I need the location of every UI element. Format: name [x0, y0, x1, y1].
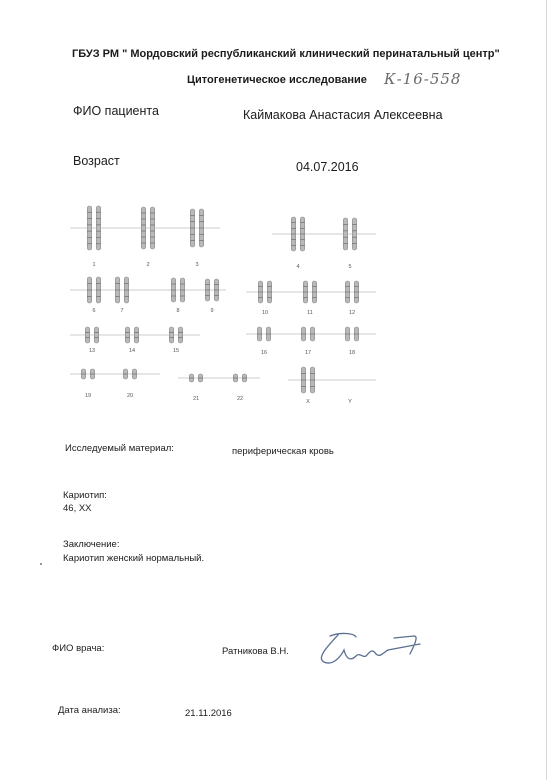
chromosome-label: 9 — [210, 308, 214, 314]
chromosome-label: 12 — [348, 310, 356, 316]
chromosome — [169, 327, 173, 343]
chromosome-pair-16 — [257, 327, 270, 356]
chromosome-pair-20 — [123, 369, 136, 399]
chromosome-label: 20 — [126, 393, 134, 399]
chromosome-label: X — [306, 399, 310, 405]
age-label: Возраст — [73, 154, 120, 168]
chromosome — [94, 327, 98, 343]
chromosome-label: 16 — [260, 350, 268, 356]
material-label: Исследуемый материал: — [65, 443, 174, 454]
chromosome — [134, 327, 138, 343]
chromosome-label: 4 — [296, 264, 300, 270]
doctor-label: ФИО врача: — [52, 643, 105, 654]
chromosome-label: 18 — [348, 350, 356, 356]
chromosome-label: 6 — [92, 308, 96, 314]
chromosome-label: Y — [348, 399, 352, 405]
chromosome-pair-1 — [87, 206, 100, 268]
chromosome-pair-12 — [345, 281, 358, 316]
chromosome-label: 14 — [128, 348, 136, 354]
chromosome-pair-9 — [205, 279, 218, 314]
doctor-signature — [310, 628, 430, 670]
doctor-name: Ратникова В.Н. — [222, 646, 289, 657]
scan-edge — [546, 0, 547, 780]
chromosome — [352, 218, 356, 250]
chromosome — [343, 218, 347, 250]
chromosome-label: 5 — [348, 264, 352, 270]
chromosome-label: 3 — [195, 262, 199, 268]
chromosome-pair-X — [301, 367, 314, 405]
chromosome — [178, 327, 182, 343]
analysis-date: 21.11.2016 — [185, 708, 232, 719]
chromosome-label: 8 — [176, 308, 180, 314]
analysis-date-label: Дата анализа: — [58, 705, 121, 716]
chromosome-label: 19 — [84, 393, 92, 399]
chromosome-pair-15 — [169, 327, 182, 354]
chromosome-pair-Y — [348, 399, 352, 405]
chromosome-pair-17 — [301, 327, 314, 356]
material-value: периферическая кровь — [232, 446, 334, 457]
chromosome-pair-2 — [141, 207, 154, 268]
chromosome-label: 7 — [120, 308, 124, 314]
chromosome-pair-8 — [171, 278, 184, 314]
chromosome-pair-18 — [345, 327, 358, 356]
chromosome-label: 13 — [88, 348, 96, 354]
chromosome-label: 21 — [192, 396, 200, 402]
chromosome-pair-7 — [115, 277, 128, 314]
chromosome-pair-5 — [343, 218, 356, 270]
chromosome-label: 11 — [307, 310, 313, 316]
conclusion-value: Кариотип женский нормальный. — [63, 553, 205, 564]
chromosome-label: 10 — [261, 310, 269, 316]
chromosome-pair-10 — [258, 281, 271, 316]
chromosome-pair-13 — [85, 327, 98, 354]
chromosome-label: 17 — [304, 350, 312, 356]
chromosome-pair-19 — [81, 369, 94, 399]
chromosome-label: 1 — [92, 262, 96, 268]
conclusion-label: Заключение: — [63, 539, 120, 550]
chromosome-pair-14 — [125, 327, 138, 354]
patient-name-label: ФИО пациента — [73, 104, 159, 118]
chromosome-label: 2 — [146, 262, 150, 268]
scan-speck — [40, 563, 42, 565]
chromosome-pair-4 — [291, 217, 304, 270]
handwritten-study-number: К-16-558 — [384, 70, 462, 88]
chromosome-label: 15 — [172, 348, 180, 354]
chromosome-pair-11 — [303, 281, 316, 316]
patient-date: 04.07.2016 — [296, 160, 359, 174]
karyotype-image — [60, 198, 390, 413]
institution-name: ГБУЗ РМ " Мордовский республиканский клинический перинатальный центр" — [72, 48, 500, 60]
chromosome — [85, 327, 89, 343]
chromosome-pair-3 — [190, 209, 203, 268]
karyotype-value: 46, XX — [63, 503, 92, 514]
chromosome-label: 22 — [236, 396, 244, 402]
chromosome-pair-6 — [87, 277, 100, 314]
karyotype-label: Кариотип: — [63, 490, 107, 501]
study-title: Цитогенетическое исследование — [187, 74, 367, 86]
patient-name: Каймакова Анастасия Алексеевна — [243, 108, 443, 122]
chromosome — [125, 327, 129, 343]
